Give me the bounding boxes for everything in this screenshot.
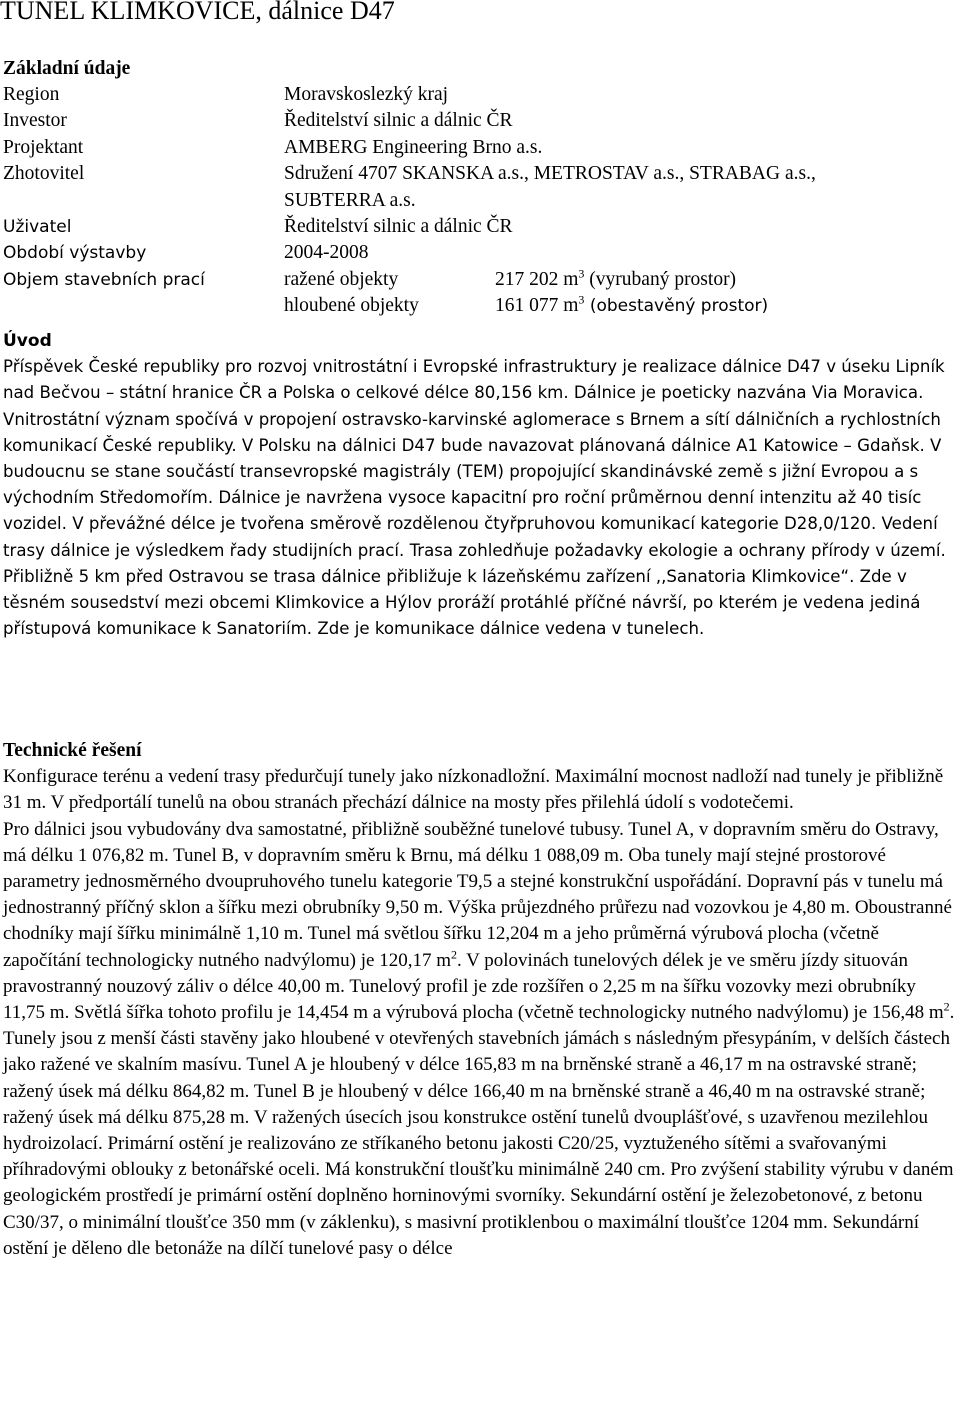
info-row-volume-2 xyxy=(3,293,960,319)
technical-paragraph-2: Pro dálnici jsou vybudovány dva samostatné, přibližně souběžné tunelové tubusy. Tunel A, v dopravním směru do Ostravy, má délku 1 076,82 m. Tunel B, v dopravním směru k Brnu, má délku 1 088,09 m. Oba tunely mají stejné prostorové parametry jednosměrného dvoupruhového tunelu kategorie T9,5 a stejné konstrukční uspořádání. Dopravní pás v tunelu má jednostranný příčný sklon a šířku mezi obrubníky 9,50 m. Výška průjezdného průřezu nad vozovkou je 4,80 m. Oboustranné chodníky mají šířku minimálně 1,10 m. Tunel má světlou šířku 12,204 m a jeho průměrná výrubová plocha (včetně započítání technologicky nutného nadvýlomu) je 120,17 $m^2$. V polovinách tunelových délek je ve směru jízdy situován pravostranný nouzový záliv o délce 40,00 m. Tunelový profil je zde rozšířen o 2,25 m na šířku vozovky mezi obrubníky 11,75 m. Světlá šířka tohoto profilu je 14,454 m a výrubová plocha (včetně technologicky nutného nadvýlomu) je 156,48 $m^2$. Tunely jsou z menší části stavěny jako hloubené v otevřených stavebních jámách s následným přesypáním, v delších částech jako ražené ve skalním masívu. Tunel A je hloubený v délce 165,83 m na brněnské straně a 46,17 m na ostravské straně; ražený úsek má délku 864,82 m. Tunel B je hloubený v délce 166,40 m na brněnské straně a 46,40 m na ostravské straně; ražený úsek má délku 875,28 m. V ražených úsecích jsou konstrukce ostění tunelů dvouplášťové, s uzavřenou mezilehlou hydroizolací. Primární ostění je realizováno ze stříkaného betonu jakosti C20/25, vyztuženého sítěmi a svařovanými příhradovými oblouky z betonářské oceli. Má konstrukční tloušťku minimálně 240 cm. Pro zvýšení stability výrubu v daném geologickém prostředí je primární ostění doplněno horninovými svorníky. Sekundární ostění je železobetonové, z betonu C30/37, o minimální tloušťce 350 mm (v záklenku), s masivní protiklenbou o maximální tloušťce 1204 mm. Sekundární ostění je děleno dle betonáže na dílčí tunelové pasy o délce xyxy=(3,818,955,1259)
volume-type: ražené objekty xyxy=(284,268,399,290)
info-value: Moravskoslezký kraj xyxy=(284,84,449,105)
basic-info-section xyxy=(3,56,960,320)
info-label: Zhotovitel xyxy=(3,163,85,185)
info-label: Projektant xyxy=(3,136,84,158)
volume-type: hloubené objekty xyxy=(284,295,419,317)
intro-text: Příspěvek České republiky pro rozvoj vnitrostátní i Evropské infrastruktury je realizace dálnice D47 v úseku Lipník nad Bečvou – státní hranice ČR a Polska o celkové délce 80,156 km. Dálnice je poeticky nazvána Via Moravica. Vnitrostátní význam spočívá v propojení ostravsko-karvinské aglomerace s Brnem a sítí dálničních a rychlostních komunikací České republiky. V Polsku na dálnici D47 bude navazovat plánovaná dálnice A1 Katowice – Gdaňsk. V budoucnu se stane součástí transevropské magistrály (TEM) propojující skandinávské země s jižní Evropou a s východním Středomořím. Dálnice je navržena vysoce kapacitní pro roční průměrnou denní intenzitu až 40 tisíc vozidel. V převážné délce je tvořena směrově rozdělenou čtyřpruhovou komunikací kategorie D28,0/120. Vedení trasy dálnice je výsledkem řady studijních prací. Trasa zohledňuje požadavky ekologie a ochrany přírody v území. Přibližně 5 km před Ostravou se trasa dálnice přibližuje k lázeňskému zařízení ,,Sanatoria Klimkovice“. Zde v těsném sousedství mezi obcemi Klimkovice a Hýlov proráží protáhlé příčné návrší, po kterém je vedena jediná přístupová komunikace k Sanatoriím. Zde je komunikace dálnice vedena v tunelech. xyxy=(3,357,946,639)
info-row-user xyxy=(3,214,960,240)
info-value: Ředitelství silnic a dálnic ČR xyxy=(284,215,513,237)
intro-section xyxy=(3,328,960,642)
info-label: Období výstavby xyxy=(3,243,147,264)
info-row-volume-1 xyxy=(3,267,960,293)
info-value: Sdružení 4707 SKANSKA a.s., METROSTAV a.s., STRABAG a.s., xyxy=(284,163,816,185)
info-row-investor xyxy=(3,108,960,134)
volume-amount: 161 077 $m^3$ (obestavěný prostor) xyxy=(495,292,769,317)
volume-amount: 217 202 $m^3$ (vyrubaný prostor) xyxy=(495,266,737,290)
info-row-period xyxy=(3,240,960,266)
info-value: Ředitelství silnic a dálnic ČR xyxy=(284,110,513,132)
info-row-contractor xyxy=(3,161,960,214)
info-label: Region xyxy=(3,84,60,105)
info-row-designer xyxy=(3,135,960,161)
page-title: TUNEL KLIMKOVICE, dálnice D47 xyxy=(0,0,395,25)
technical-heading: Technické řešení xyxy=(3,740,142,761)
technical-paragraph-1: Konfigurace terénu a vedení trasy předurčují tunely jako nízkonadložní. Maximální mocnost nadloží nad tunely je přibližně 31 m. V předportálí tunelů na obou stranách přechází dálnice na mosty přes přilehlá údolí s vodotečemi. xyxy=(3,766,944,814)
info-value: 2004-2008 xyxy=(284,242,369,264)
technical-section xyxy=(3,738,960,1262)
info-label: Objem stavebních prací xyxy=(3,269,205,290)
info-value: AMBERG Engineering Brno a.s. xyxy=(284,136,543,158)
info-label: Uživatel xyxy=(3,216,72,237)
basic-info-heading: Základní údaje xyxy=(3,58,131,79)
intro-heading: Úvod xyxy=(3,331,52,351)
info-row-region xyxy=(3,82,960,108)
info-value-continued: SUBTERRA a.s. xyxy=(284,189,416,211)
info-label: Investor xyxy=(3,110,67,132)
